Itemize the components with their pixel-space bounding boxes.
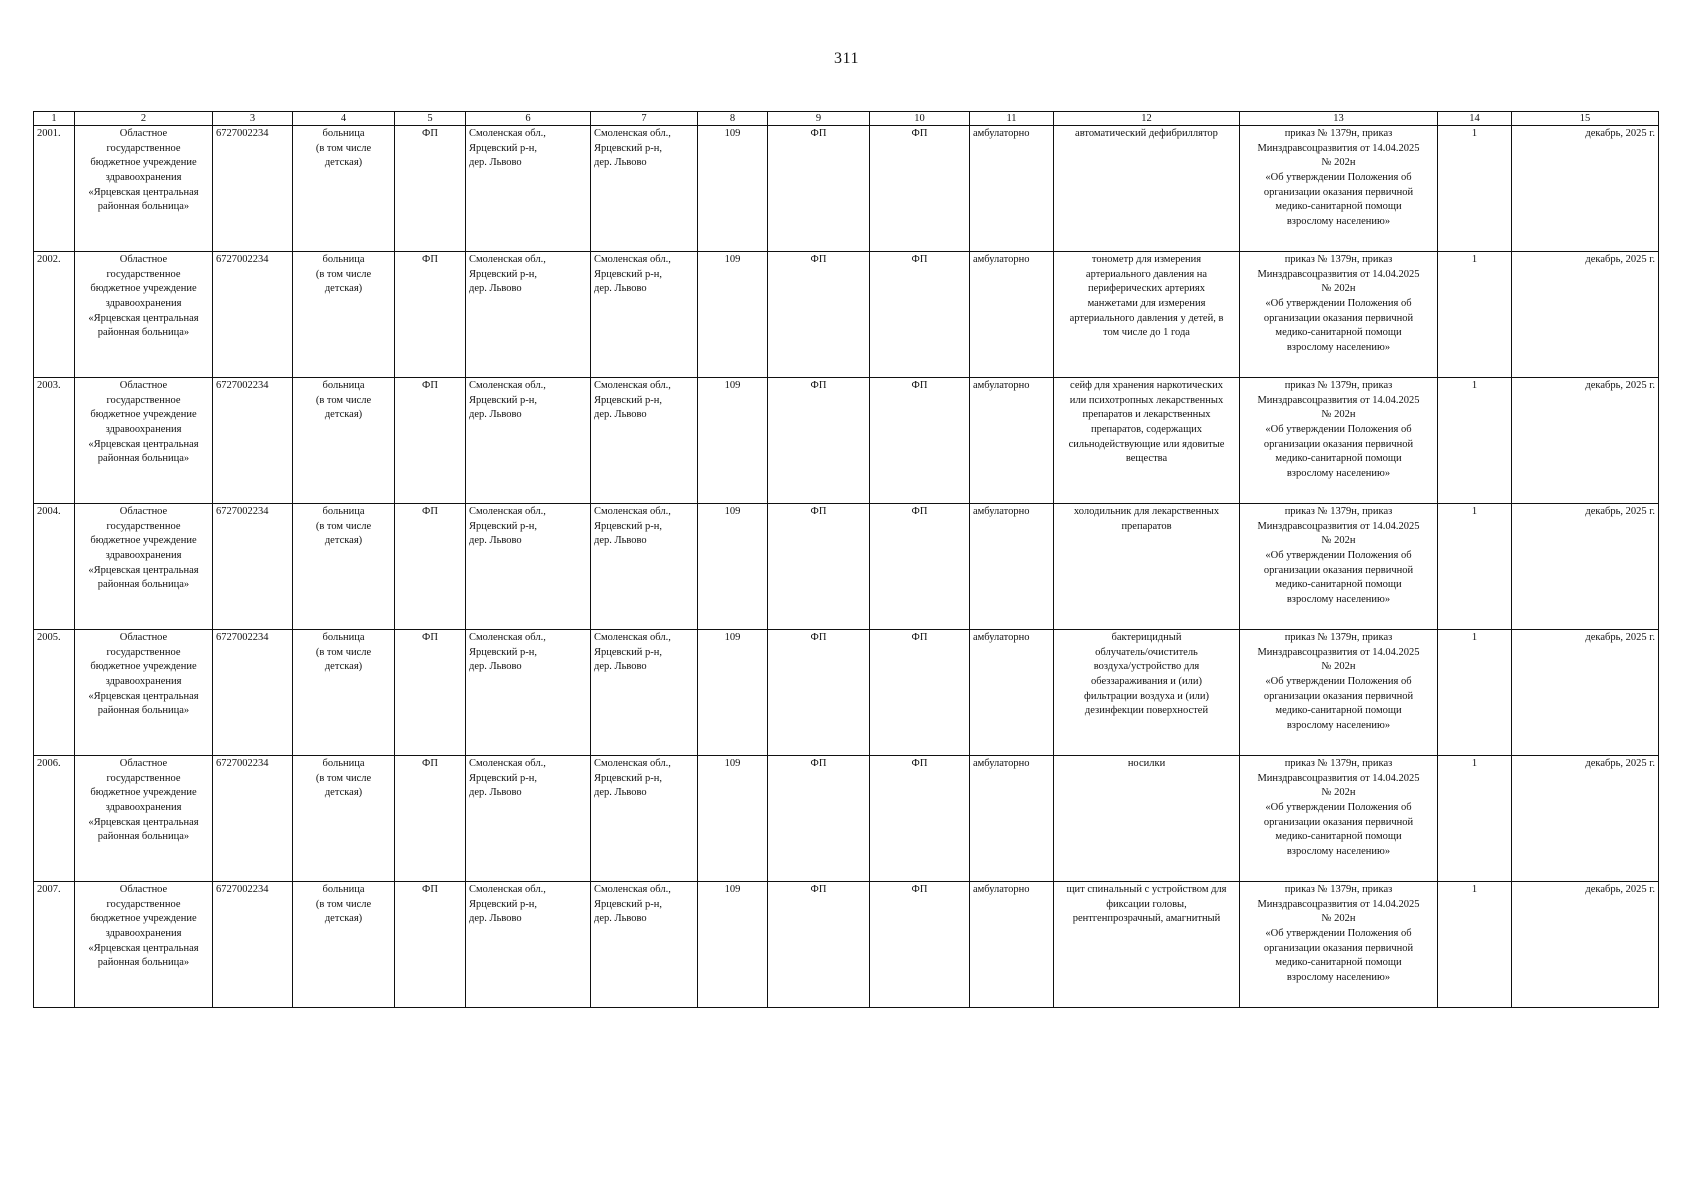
row-number-cell [34,630,75,756]
care-type-cell-text: амбулаторно [973,254,1030,265]
unit-cell-text: ФП [422,632,438,643]
location-cell-text: Смоленская обл., Ярцевский р-н, дер. Львово [594,128,671,169]
code-cell [698,504,768,630]
row-number-cell-text: 2004. [37,506,61,517]
table-row [34,756,1659,882]
unit-2-cell [768,630,870,756]
quantity-cell-text: 1 [1471,758,1478,769]
unit-3-cell [870,378,970,504]
address-cell [466,756,591,882]
unit-2-cell [768,756,870,882]
unit-2-cell-text: ФП [810,884,827,895]
unit-3-cell-text: ФП [911,506,928,517]
column-header-2: 2 [75,112,213,126]
inn-cell-text: 6727002234 [216,758,269,769]
order-cell [1240,882,1438,1008]
location-cell [591,882,698,1008]
column-number-row [34,112,1659,126]
facility-type-cell [293,378,395,504]
unit-3-cell-text: ФП [911,254,928,265]
unit-cell-text: ФП [422,884,438,895]
table-row [34,252,1659,378]
column-header-3: 3 [213,112,293,126]
address-cell-text: Смоленская обл., Ярцевский р-н, дер. Львово [469,758,546,799]
facility-type-cell-text: больница (в том числе детская) [315,758,372,799]
care-type-cell [970,252,1054,378]
quantity-cell-text: 1 [1471,254,1478,265]
quantity-cell [1438,126,1512,252]
code-cell-text: 109 [724,884,741,895]
equipment-cell [1054,882,1240,1008]
care-type-cell [970,882,1054,1008]
row-number-cell-text: 2001. [37,128,61,139]
row-number-cell [34,756,75,882]
order-cell-text: приказ № 1379н, приказ Минздравсоцразвития от 14.04.2025 № 202н «Об утверждении Положения об организации оказания первичной медико-санитарной помощи взрослому населению» [1257,254,1420,354]
date-cell-text: декабрь, 2025 г. [1585,506,1655,517]
address-cell-text: Смоленская обл., Ярцевский р-н, дер. Львово [469,254,546,295]
date-cell [1512,882,1659,1008]
location-cell [591,504,698,630]
quantity-cell [1438,378,1512,504]
unit-2-cell [768,882,870,1008]
unit-3-cell-text: ФП [911,758,928,769]
quantity-cell [1438,252,1512,378]
code-cell [698,378,768,504]
organization-cell [75,126,213,252]
column-header-9: 9 [768,112,870,126]
quantity-cell-text: 1 [1471,884,1478,895]
row-number-cell [34,252,75,378]
unit-2-cell-text: ФП [810,632,827,643]
date-cell [1512,504,1659,630]
organization-cell-text: Областное государственное бюджетное учреждение здравоохранения «Ярцевская центральная районная больница» [88,380,199,465]
inn-cell-text: 6727002234 [216,128,269,139]
care-type-cell-text: амбулаторно [973,632,1030,643]
organization-cell [75,756,213,882]
unit-2-cell-text: ФП [810,758,827,769]
unit-3-cell [870,756,970,882]
location-cell [591,252,698,378]
date-cell-text: декабрь, 2025 г. [1585,758,1655,769]
equipment-cell [1054,504,1240,630]
facility-type-cell-text: больница (в том числе детская) [315,254,372,295]
order-cell [1240,126,1438,252]
column-header-4: 4 [293,112,395,126]
equipment-cell-text: носилки [1127,758,1166,769]
care-type-cell-text: амбулаторно [973,506,1030,517]
order-cell [1240,756,1438,882]
date-cell [1512,756,1659,882]
code-cell-text: 109 [724,632,741,643]
unit-cell-text: ФП [422,758,438,769]
unit-3-cell [870,630,970,756]
code-cell [698,882,768,1008]
inn-cell-text: 6727002234 [216,506,269,517]
quantity-cell-text: 1 [1471,128,1478,139]
date-cell [1512,252,1659,378]
code-cell [698,756,768,882]
column-header-7: 7 [591,112,698,126]
date-cell-text: декабрь, 2025 г. [1585,254,1655,265]
address-cell-text: Смоленская обл., Ярцевский р-н, дер. Львово [469,128,546,169]
table-row [34,504,1659,630]
row-number-cell [34,882,75,1008]
quantity-cell-text: 1 [1471,380,1478,391]
date-cell-text: декабрь, 2025 г. [1585,632,1655,643]
facility-type-cell-text: больница (в том числе детская) [315,506,372,547]
organization-cell [75,630,213,756]
code-cell-text: 109 [724,254,741,265]
date-cell [1512,378,1659,504]
unit-2-cell-text: ФП [810,254,827,265]
organization-cell-text: Областное государственное бюджетное учреждение здравоохранения «Ярцевская центральная районная больница» [88,254,199,339]
care-type-cell [970,378,1054,504]
row-number-cell [34,378,75,504]
quantity-cell [1438,756,1512,882]
unit-3-cell [870,504,970,630]
column-header-14: 14 [1438,112,1512,126]
date-cell-text: декабрь, 2025 г. [1585,380,1655,391]
care-type-cell [970,756,1054,882]
address-cell [466,504,591,630]
unit-2-cell-text: ФП [810,380,827,391]
unit-cell [395,252,466,378]
code-cell [698,126,768,252]
order-cell-text: приказ № 1379н, приказ Минздравсоцразвития от 14.04.2025 № 202н «Об утверждении Положения об организации оказания первичной медико-санитарной помощи взрослому населению» [1257,128,1420,228]
equipment-cell [1054,630,1240,756]
address-cell-text: Смоленская обл., Ярцевский р-н, дер. Львово [469,884,546,925]
unit-2-cell-text: ФП [810,506,827,517]
page-number: 311 [834,50,859,67]
facility-type-cell-text: больница (в том числе детская) [315,380,372,421]
inn-cell [213,630,293,756]
unit-cell-text: ФП [422,506,438,517]
address-cell [466,378,591,504]
unit-cell-text: ФП [422,380,438,391]
unit-3-cell-text: ФП [911,632,928,643]
unit-cell [395,126,466,252]
care-type-cell [970,126,1054,252]
facility-type-cell [293,252,395,378]
order-cell [1240,378,1438,504]
facility-type-cell-text: больница (в том числе детская) [315,128,372,169]
column-header-10: 10 [870,112,970,126]
unit-3-cell-text: ФП [911,380,928,391]
row-number-cell-text: 2003. [37,380,61,391]
unit-3-cell-text: ФП [911,884,928,895]
row-number-cell-text: 2006. [37,758,61,769]
organization-cell [75,504,213,630]
address-cell-text: Смоленская обл., Ярцевский р-н, дер. Львово [469,506,546,547]
column-header-5: 5 [395,112,466,126]
unit-2-cell [768,126,870,252]
order-cell [1240,504,1438,630]
care-type-cell [970,504,1054,630]
table-row [34,882,1659,1008]
equipment-cell [1054,378,1240,504]
equipment-cell [1054,126,1240,252]
location-cell-text: Смоленская обл., Ярцевский р-н, дер. Львово [594,884,671,925]
row-number-cell-text: 2005. [37,632,61,643]
organization-cell [75,882,213,1008]
inn-cell-text: 6727002234 [216,254,269,265]
equipment-cell-text: тонометр для измерения артериального давления на периферических артериях манжетами для измерения артериального давления у детей, в том числе до 1 года [1069,254,1224,339]
address-cell-text: Смоленская обл., Ярцевский р-н, дер. Львово [469,380,546,421]
location-cell [591,126,698,252]
equipment-cell [1054,756,1240,882]
unit-3-cell [870,252,970,378]
date-cell [1512,630,1659,756]
quantity-cell [1438,630,1512,756]
unit-cell [395,504,466,630]
unit-2-cell [768,252,870,378]
order-cell-text: приказ № 1379н, приказ Минздравсоцразвития от 14.04.2025 № 202н «Об утверждении Положения об организации оказания первичной медико-санитарной помощи взрослому населению» [1257,380,1420,480]
organization-cell [75,378,213,504]
column-header-1: 1 [34,112,75,126]
inn-cell [213,126,293,252]
care-type-cell-text: амбулаторно [973,128,1030,139]
unit-2-cell [768,504,870,630]
table-body [34,126,1659,1008]
column-header-15: 15 [1512,112,1659,126]
organization-cell-text: Областное государственное бюджетное учреждение здравоохранения «Ярцевская центральная районная больница» [88,632,199,717]
care-type-cell-text: амбулаторно [973,884,1030,895]
order-cell-text: приказ № 1379н, приказ Минздравсоцразвития от 14.04.2025 № 202н «Об утверждении Положения об организации оказания первичной медико-санитарной помощи взрослому населению» [1257,632,1420,732]
equipment-cell-text: бактерицидный облучатель/очиститель воздуха/устройство для обеззараживания и (или) фильтрации воздуха и (или) дезинфекции поверхностей [1084,632,1209,717]
care-type-cell [970,630,1054,756]
facility-type-cell [293,756,395,882]
code-cell [698,252,768,378]
table-header [34,112,1659,126]
row-number-cell [34,504,75,630]
care-type-cell-text: амбулаторно [973,380,1030,391]
code-cell-text: 109 [724,128,741,139]
organization-cell-text: Областное государственное бюджетное учреждение здравоохранения «Ярцевская центральная районная больница» [88,758,199,843]
organization-cell-text: Областное государственное бюджетное учреждение здравоохранения «Ярцевская центральная районная больница» [88,128,199,213]
location-cell [591,378,698,504]
inn-cell-text: 6727002234 [216,632,269,643]
column-header-6: 6 [466,112,591,126]
code-cell-text: 109 [724,380,741,391]
equipment-cell-text: холодильник для лекарственных препаратов [1073,506,1220,532]
inn-cell [213,882,293,1008]
quantity-cell [1438,504,1512,630]
unit-cell [395,756,466,882]
row-number-cell [34,126,75,252]
equipment-cell-text: щит спинальный с устройством для фиксации головы, рентгенпрозрачный, амагнитный [1066,884,1227,925]
equipment-cell [1054,252,1240,378]
order-cell-text: приказ № 1379н, приказ Минздравсоцразвития от 14.04.2025 № 202н «Об утверждении Положения об организации оказания первичной медико-санитарной помощи взрослому населению» [1257,758,1420,858]
table-row [34,378,1659,504]
quantity-cell-text: 1 [1471,632,1478,643]
address-cell [466,882,591,1008]
table-row [34,126,1659,252]
location-cell [591,630,698,756]
column-header-13: 13 [1240,112,1438,126]
inn-cell [213,252,293,378]
facility-type-cell [293,882,395,1008]
unit-cell-text: ФП [422,128,438,139]
date-cell [1512,126,1659,252]
address-cell-text: Смоленская обл., Ярцевский р-н, дер. Львово [469,632,546,673]
row-number-cell-text: 2007. [37,884,61,895]
inn-cell [213,378,293,504]
code-cell-text: 109 [724,506,741,517]
location-cell-text: Смоленская обл., Ярцевский р-н, дер. Львово [594,758,671,799]
inn-cell-text: 6727002234 [216,884,269,895]
order-cell-text: приказ № 1379н, приказ Минздравсоцразвития от 14.04.2025 № 202н «Об утверждении Положения об организации оказания первичной медико-санитарной помощи взрослому населению» [1257,884,1420,984]
facility-type-cell [293,630,395,756]
inn-cell-text: 6727002234 [216,380,269,391]
order-cell [1240,252,1438,378]
table-row [34,630,1659,756]
organization-cell-text: Областное государственное бюджетное учреждение здравоохранения «Ярцевская центральная районная больница» [88,884,199,969]
inn-cell [213,756,293,882]
quantity-cell-text: 1 [1471,506,1478,517]
order-cell [1240,630,1438,756]
unit-2-cell [768,378,870,504]
quantity-cell [1438,882,1512,1008]
care-type-cell-text: амбулаторно [973,758,1030,769]
location-cell-text: Смоленская обл., Ярцевский р-н, дер. Львово [594,380,671,421]
facility-type-cell-text: больница (в том числе детская) [315,632,372,673]
code-cell-text: 109 [724,758,741,769]
order-cell-text: приказ № 1379н, приказ Минздравсоцразвития от 14.04.2025 № 202н «Об утверждении Положения об организации оказания первичной медико-санитарной помощи взрослому населению» [1257,506,1420,606]
row-number-cell-text: 2002. [37,254,61,265]
location-cell-text: Смоленская обл., Ярцевский р-н, дер. Львово [594,632,671,673]
location-cell [591,756,698,882]
address-cell [466,252,591,378]
location-cell-text: Смоленская обл., Ярцевский р-н, дер. Львово [594,506,671,547]
date-cell-text: декабрь, 2025 г. [1585,128,1655,139]
unit-3-cell [870,126,970,252]
facility-type-cell [293,504,395,630]
equipment-registry-table [33,111,1659,1008]
column-header-12: 12 [1054,112,1240,126]
facility-type-cell [293,126,395,252]
date-cell-text: декабрь, 2025 г. [1585,884,1655,895]
column-header-8: 8 [698,112,768,126]
unit-3-cell [870,882,970,1008]
organization-cell [75,252,213,378]
unit-cell [395,882,466,1008]
unit-3-cell-text: ФП [911,128,928,139]
unit-cell [395,630,466,756]
location-cell-text: Смоленская обл., Ярцевский р-н, дер. Львово [594,254,671,295]
code-cell [698,630,768,756]
address-cell [466,126,591,252]
column-header-11: 11 [970,112,1054,126]
organization-cell-text: Областное государственное бюджетное учреждение здравоохранения «Ярцевская центральная районная больница» [88,506,199,591]
unit-2-cell-text: ФП [810,128,827,139]
equipment-cell-text: сейф для хранения наркотических или психотропных лекарственных препаратов и лекарственных препаратов, содержащих сильнодействующие или ядовитые вещества [1068,380,1225,465]
equipment-cell-text: автоматический дефибриллятор [1075,128,1218,139]
address-cell [466,630,591,756]
inn-cell [213,504,293,630]
facility-type-cell-text: больница (в том числе детская) [315,884,372,925]
unit-cell [395,378,466,504]
unit-cell-text: ФП [422,254,438,265]
